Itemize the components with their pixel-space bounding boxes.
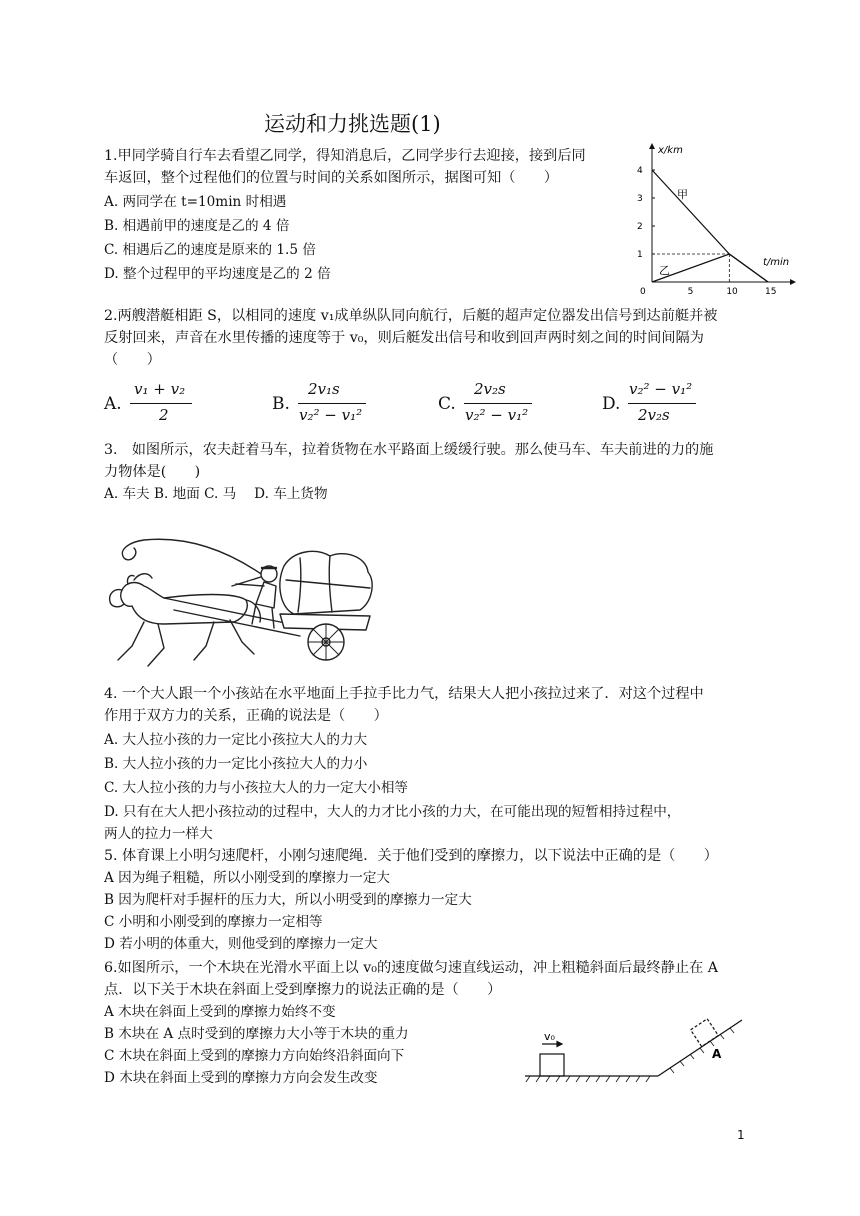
q2-option-b-label: B. [272, 394, 290, 414]
q4-option-c: C. 大人拉小孩的力与小孩拉大人的力一定大小相等 [104, 780, 409, 796]
q2-option-c-bar [464, 403, 532, 404]
q5-option-d: D 若小明的体重大，则他受到的摩擦力一定大 [104, 936, 378, 952]
q2-stem-line-2: 反射回来，声音在水里传播的速度等于 v₀，则后艇发出信号和收到回声两时刻之间的时间间隔为 [104, 330, 704, 346]
point-a-label: A [712, 1047, 722, 1061]
q2-stem-line-3: （ ） [104, 352, 161, 368]
q4-stem-line-1: 4. 一个大人跟一个小孩站在水平地面上手拉手比力气，结果大人把小孩拉过来了．对这个过程中 [104, 686, 704, 702]
q6-option-c: C 木块在斜面上受到的摩擦力方向始终沿斜面向下 [104, 1048, 405, 1064]
q4-option-d-line-1: D. 只有在大人把小孩拉动的过程中，大人的力才比小孩的力大，在可能出现的短暂相持过程中， [104, 804, 681, 820]
horse-cart-illustration [104, 528, 386, 673]
q1-option-a: A. 两同学在 t=10min 时相遇 [104, 194, 287, 210]
q3-stem-line-2: 力物体是( ) [104, 464, 201, 480]
y-tick-label: 2 [637, 222, 643, 232]
q5-option-b: B 因为爬杆对手握杆的压力大，所以小明受到的摩擦力一定大 [104, 892, 472, 908]
q5-option-c: C 小明和小刚受到的摩擦力一定相等 [104, 914, 323, 930]
q2-option-a-bar [130, 403, 192, 404]
q2-option-b-denominator: v₂² − v₁² [299, 406, 363, 424]
x-axis-label: t/min [763, 257, 790, 268]
q5-option-a: A 因为绳子粗糙，所以小刚受到的摩擦力一定大 [104, 870, 391, 886]
q2-option-c-denominator: v₂² − v₁² [465, 406, 529, 424]
q4-option-b: B. 大人拉小孩的力一定比小孩拉大人的力小 [104, 756, 368, 772]
q2-option-d-denominator: 2v₂s [638, 406, 670, 424]
q5-stem: 5. 体育课上小明匀速爬杆，小刚匀速爬绳．关于他们受到的摩擦力，以下说法中正确的是（ ） [104, 848, 718, 864]
q2-option-d-bar [628, 403, 696, 404]
q2-option-b [272, 380, 382, 432]
series-jia-label: 甲 [677, 188, 688, 201]
q6-stem-line-2: 点．以下关于木块在斜面上受到摩擦力的说法正确的是（ ） [104, 982, 502, 998]
q2-stem-line-1: 2.两艘潜艇相距 S，以相同的速度 v₁成单纵队同向航行，后艇的超声定位器发出信号到达前艇并被 [104, 308, 718, 324]
y-tick-label: 4 [637, 166, 643, 176]
q2-option-c-label: C. [438, 394, 456, 414]
q6-stem-line-1: 6.如图所示，一个木块在光滑水平面上以 v₀的速度做匀速直线运动，冲上粗糙斜面后最终静止在 A [104, 960, 719, 976]
q2-option-b-numerator: 2v₁s [308, 380, 340, 398]
q1-stem-line-1: 1.甲同学骑自行车去看望乙同学，得知消息后，乙同学步行去迎接，接到后同 [104, 148, 586, 164]
q3-options: A. 车夫 B. 地面 C. 马 D. 车上货物 [104, 486, 328, 502]
q2-option-c-numerator: 2v₂s [474, 380, 506, 398]
x-tick-label: 10 [726, 287, 738, 296]
y-tick-label: 3 [637, 194, 643, 204]
q4-option-d-line-2: 两人的拉力一样大 [104, 826, 213, 842]
incline-figure [520, 1010, 750, 1085]
q4-stem-line-2: 作用于双方力的关系，正确的说法是（ ） [104, 708, 388, 724]
q2-option-b-bar [298, 403, 366, 404]
q2-option-a-denominator: 2 [159, 406, 169, 424]
q6-option-a: A 木块在斜面上受到的摩擦力始终不变 [104, 1004, 336, 1020]
x-tick-label: 5 [687, 287, 694, 296]
x-tick-label: 0 [640, 287, 646, 296]
block-at-rest-outline [691, 1019, 719, 1047]
q2-option-a-label: A. [104, 394, 122, 414]
q6-option-d: D 木块在斜面上受到的摩擦力方向会发生改变 [104, 1070, 378, 1086]
wooden-block [540, 1054, 564, 1076]
q2-option-c [438, 380, 548, 432]
q2-option-a [104, 380, 204, 432]
q1-position-time-chart [625, 136, 810, 296]
x-tick-label: 15 [765, 287, 777, 296]
q3-stem-line-1: 3. 如图所示，农夫赶着马车，拉着货物在水平路面上缓缓行驶。那么使马车、车夫前进的力的施 [104, 442, 714, 458]
q2-option-d [602, 380, 712, 432]
q2-option-d-numerator: v₂² − v₁² [629, 380, 693, 398]
q1-option-b: B. 相遇前甲的速度是乙的 4 倍 [104, 218, 290, 234]
page-number: 1 [737, 1128, 745, 1142]
q4-option-a: A. 大人拉小孩的力一定比小孩拉大人的力大 [104, 732, 368, 748]
page-title: 运动和力挑选题(1) [264, 112, 441, 136]
q1-option-c: C. 相遇后乙的速度是原来的 1.5 倍 [104, 242, 316, 258]
series-yi-label: 乙 [659, 264, 670, 277]
velocity-label: v₀ [544, 1030, 555, 1043]
q1-option-d: D. 整个过程甲的平均速度是乙的 2 倍 [104, 266, 331, 282]
q6-option-b: B 木块在 A 点时受到的摩擦力大小等于木块的重力 [104, 1026, 409, 1042]
q2-option-a-numerator: v₁ + v₂ [134, 380, 186, 398]
y-tick-label: 1 [637, 250, 643, 260]
y-axis-label: x/km [658, 145, 683, 156]
q1-stem-line-2: 车返回，整个过程他们的位置与时间的关系如图所示，据图可知（ ） [104, 170, 559, 186]
q2-option-d-label: D. [602, 394, 621, 414]
